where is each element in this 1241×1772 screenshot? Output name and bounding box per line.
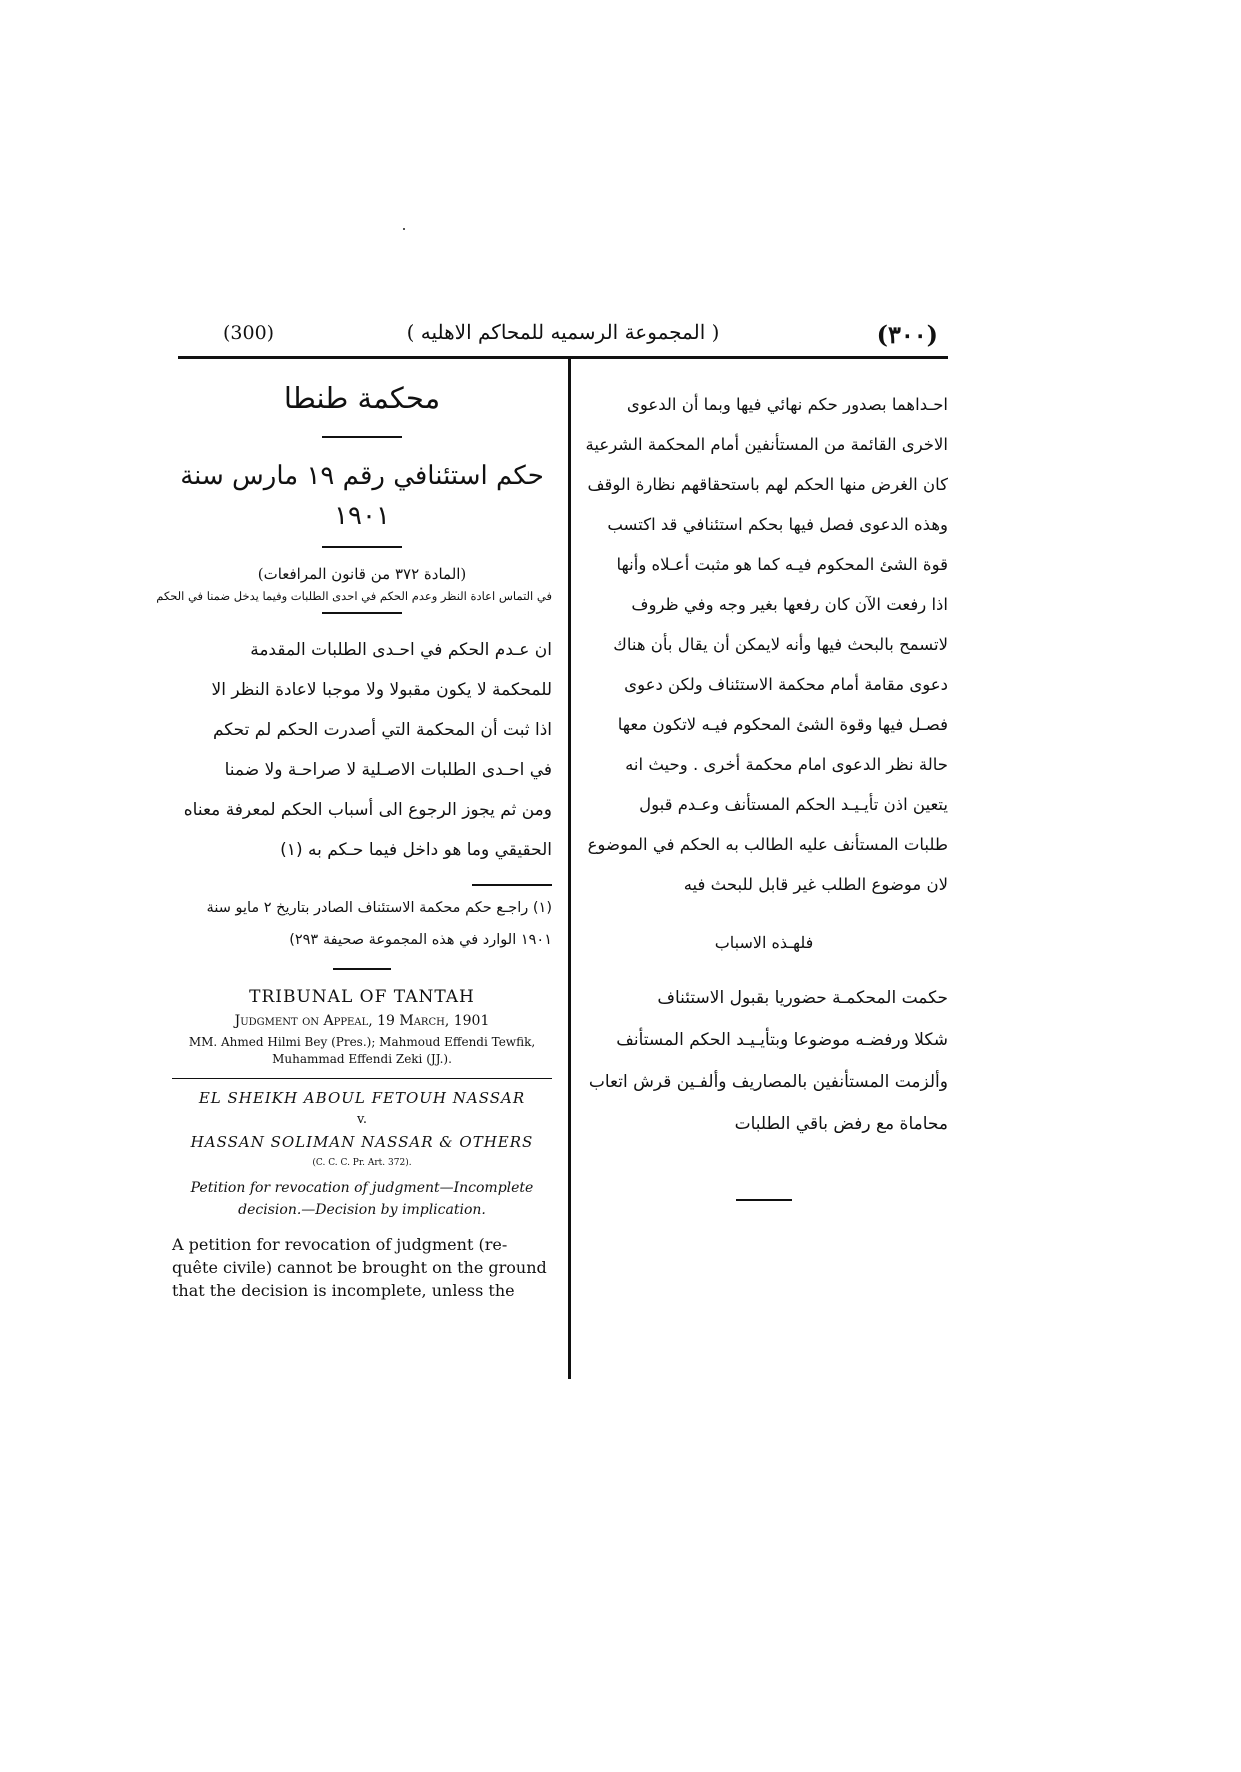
text-line: حالة نظر الدعوى امام محكمة أخرى . وحيث انه	[625, 755, 948, 774]
text-line: اذا رفعت الآن كان رفعها بغير وجه وفي ظروف	[631, 595, 948, 614]
text-line: that the decision is incomplete, unless the	[172, 1281, 515, 1300]
text-line: ١٩٠١ الوارد في هذه المجموعة صحيفة ٢٩٣)	[289, 932, 552, 948]
divider	[322, 546, 402, 548]
text-line: لان موضوع الطلب غير قابل للبحث فيه	[683, 875, 948, 894]
petition-summary	[172, 1177, 552, 1221]
text-line: للمحكمة لا يكون مقبولا ولا موجبا لاعادة النظر الا	[211, 680, 552, 700]
right-column	[580, 385, 948, 1201]
judgment-title-arabic: حكم استئنافي رقم ١٩ مارس سنة ١٩٠١	[180, 461, 544, 531]
divider	[172, 1078, 552, 1079]
text-line: شكلا ورفضـه موضوعا وبتأيـيـد الحكم المستأنف	[616, 1030, 948, 1050]
court-name-english: TRIBUNAL OF TANTAH	[249, 987, 475, 1007]
respondent-name: HASSAN SOLIMAN NASSAR & OTHERS	[190, 1133, 534, 1151]
text-line: الاخرى القائمة من المستأنفين أمام المحكمة الشرعية	[585, 435, 948, 454]
column-divider	[568, 359, 571, 1379]
running-title: ( المجموعة الرسميه للمحاكم الاهليه )	[406, 320, 720, 344]
divider	[333, 968, 391, 970]
article-reference-english: (C. C. C. Pr. Art. 372).	[312, 1158, 412, 1168]
text-line: A petition for revocation of judgment (re-	[172, 1235, 508, 1254]
page-number-arabic: (٣٠٠)	[876, 320, 938, 349]
text-line: قوة الشئ المحكوم فيـه كما هو مثبت أعـلاه وأنها	[616, 555, 948, 574]
text-line: فصـل فيها وقوة الشئ المحكوم فيـه لاتكون معها	[617, 715, 948, 734]
text-line: ان عـدم الحكم في احـدى الطلبات المقدمة	[250, 640, 552, 660]
text-line: اذا ثبت أن المحكمة التي أصدرت الحكم لم تحكم	[212, 720, 552, 740]
end-rule	[736, 1199, 792, 1201]
text-line: (١) راجـع حكم محكمة الاستئناف الصادر بتاريخ ٢ مايو سنة	[206, 900, 552, 916]
versus: v.	[357, 1112, 367, 1127]
text-line: كان الغرض منها الحكم لهم باستحقاقهم نظارة الوقف	[587, 475, 948, 494]
text-line: دعوى مقامة أمام محكمة الاستئناف ولكن دعوى	[624, 675, 948, 694]
page-number-english: (300)	[223, 322, 275, 344]
scan-speck	[403, 228, 405, 230]
text-line: Petition for revocation of judgment—Incomplete	[190, 1180, 534, 1196]
text-line: Muhammad Effendi Zeki (JJ.).	[272, 1052, 452, 1066]
text-line: يتعين اذن تأيـيـد الحكم المستأنف وعـدم قبول	[639, 795, 948, 814]
judgment-title-english: Judgment on Appeal, 19 March, 1901	[234, 1013, 490, 1029]
appellant-name: EL SHEIKH ABOUL FETOUH NASSAR	[198, 1089, 526, 1107]
divider	[322, 612, 402, 614]
text-line: في احـدى الطلبات الاصـلية لا صراحـة ولا ضمنا	[224, 760, 552, 780]
article-reference-arabic: (المادة ٣٧٢ من قانون المرافعات)	[257, 565, 467, 583]
body-arabic	[580, 385, 948, 905]
text-line: محاماة مع رفض باقي الطلبات	[734, 1114, 948, 1134]
footnote-rule	[472, 884, 552, 886]
reasons-heading: فلهـذه الاسباب	[714, 933, 814, 952]
text-line: ومن ثم يجوز الرجوع الى أسباب الحكم لمعرفة معناه	[183, 800, 552, 820]
subject-arabic: في التماس اعادة النظر وعدم الحكم في احدى الطلبات وفيما يدخل ضمنا في الحكم	[156, 589, 552, 603]
text-line: احـداهما بصدور حكم نهائي فيها وبما أن الدعوى	[626, 395, 948, 414]
text-line: وهذه الدعوى فصل فيها بحكم استئنافي قد اكتسب	[607, 515, 948, 534]
text-line: حكمت المحكمـة حضوريا بقبول الاستئناف	[657, 988, 948, 1008]
verdict-arabic	[580, 977, 948, 1145]
body-english	[172, 1233, 552, 1302]
divider	[322, 436, 402, 438]
text-line: طلبات المستأنف عليه الطالب به الحكم في الموضوع	[587, 835, 948, 854]
left-column	[156, 372, 552, 1302]
text-line: quête civile) cannot be brought on the ground	[172, 1258, 547, 1277]
principle-arabic	[172, 630, 552, 870]
header-rule	[178, 356, 948, 359]
text-line: لاتسمح بالبحث فيها وأنه لايمكن أن يقال بأن هناك	[613, 635, 948, 654]
judges-english	[172, 1034, 552, 1068]
text-line: decision.—Decision by implication.	[238, 1202, 486, 1218]
text-line: وألزمت المستأنفين بالمصاريف وألفـين قرش اتعاب	[588, 1072, 948, 1092]
court-name-arabic: محكمة طنطا	[283, 381, 441, 415]
text-line: الحقيقي وما هو داخل فيما حـكم به (١)	[280, 840, 552, 860]
footnote-arabic	[172, 892, 552, 956]
text-line: MM. Ahmed Hilmi Bey (Pres.); Mahmoud Effendi Tewfik,	[188, 1035, 536, 1049]
